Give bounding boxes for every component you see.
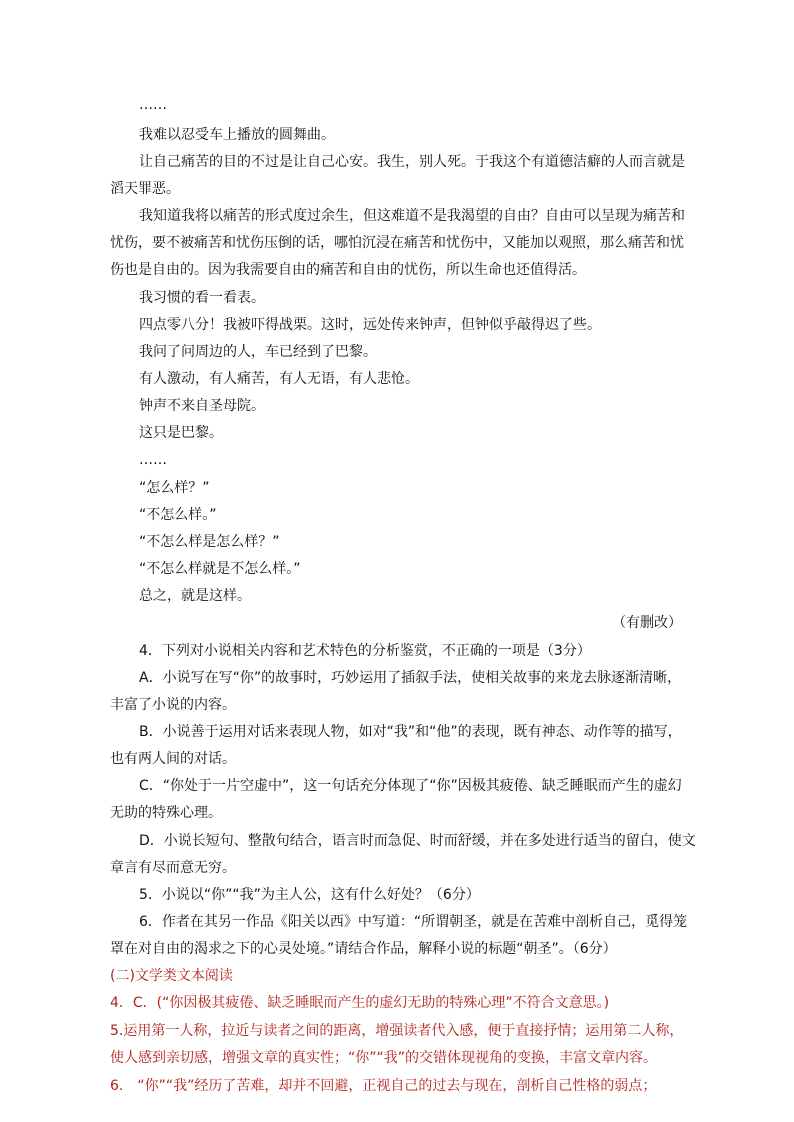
answer-6: 6. “你”“我”经历了苦难，却并不回避，正视自己的过去与现在，剖析自己性格的弱点； (110, 1078, 657, 1094)
option-d: 章言有尽而意无穷。 (110, 860, 236, 876)
dialogue-line: “不怎么样就是不怎么样。” (139, 561, 301, 577)
ellipsis: …… (139, 97, 167, 113)
passage-line: 总之，就是这样。 (139, 588, 251, 604)
question-6: 罩在对自由的渴求之下的心灵处境。”请结合作品，解释小说的标题“朝圣”。（6分） (110, 941, 617, 957)
passage-line: 我难以忍受车上播放的圆舞曲。 (139, 127, 335, 143)
passage-line: 让自己痛苦的目的不过是让自己心安。我生，别人死。于我这个有道德洁癖的人而言就是 (139, 154, 685, 170)
source-note: （有删改） (612, 615, 682, 631)
option-b: B．小说善于运用对话来表现人物，如对“我”和“他”的表现，既有神态、动作等的描写， (139, 724, 682, 740)
passage-line: 伤也是自由的。因为我需要自由的痛苦和自由的忧伤，所以生命也还值得活。 (110, 262, 586, 278)
option-a: 丰富了小说的内容。 (110, 697, 236, 713)
answer-4: 4．C．(“你因极其疲倦、缺乏睡眠而产生的虚幻无助的特殊心理”不符合文意思。) (110, 995, 610, 1011)
option-c: C．“你处于一片空虚中”，这一句话充分体现了“你”因极其疲倦、缺乏睡眠而产生的虚幻 (139, 778, 682, 794)
passage-line: 滔天罪恶。 (110, 181, 180, 197)
option-c: 无助的特殊心理。 (110, 805, 222, 821)
dialogue-line: “不怎么样是怎么样？” (139, 534, 280, 550)
passage-line: 四点零八分！我被吓得战栗。这时，远处传来钟声，但钟似乎敲得迟了些。 (139, 317, 601, 333)
dialogue-line: “怎么样？” (139, 480, 210, 496)
passage-line: 有人激动，有人痛苦，有人无语，有人悲怆。 (139, 371, 419, 387)
passage-line: 我习惯的看一看表。 (139, 290, 265, 306)
option-a: A．小说写在写“你”的故事时，巧妙运用了插叙手法，使相关故事的来龙去脉逐渐清晰， (139, 670, 682, 686)
answer-5: 使人感到亲切感，增强文章的真实性；“你”“我”的交错体现视角的变换，丰富文章内容。 (110, 1050, 658, 1066)
answer-5: 5.运用第一人称，拉近与读者之间的距离，增强读者代入感，便于直接抒情；运用第二人称， (110, 1023, 684, 1039)
question-4: 4．下列对小说相关内容和艺术特色的分析鉴赏，不正确的一项是（3分） (139, 643, 591, 659)
question-6: 6．作者在其另一作品《阳关以西》中写道：“所谓朝圣，就是在苦难中剖析自己，觅得笼 (139, 914, 688, 930)
passage-line: 钟声不来自圣母院。 (139, 398, 265, 414)
option-b: 也有两人间的对话。 (110, 751, 236, 767)
passage-line: 忧伤，要不被痛苦和忧伤压倒的话，哪怕沉浸在痛苦和忧伤中，又能加以观照，那么痛苦和忧 (110, 235, 684, 251)
dialogue-line: “不怎么样。” (139, 507, 217, 523)
answer-section-title: (二)文学类文本阅读 (110, 968, 233, 984)
question-5: 5．小说以“你”“我”为主人公，这有什么好处？（6分） (139, 887, 480, 903)
passage-line: 我问了问周边的人，车已经到了巴黎。 (139, 344, 377, 360)
passage-line: 我知道我将以痛苦的形式度过余生，但这难道不是我渴望的自由？自由可以呈现为痛苦和 (139, 208, 685, 224)
ellipsis: …… (139, 452, 167, 468)
option-d: D．小说长短句、整散句结合，语言时而急促、时而舒缓，并在多处进行适当的留白，使文 (139, 833, 696, 849)
passage-line: 这只是巴黎。 (139, 425, 223, 441)
